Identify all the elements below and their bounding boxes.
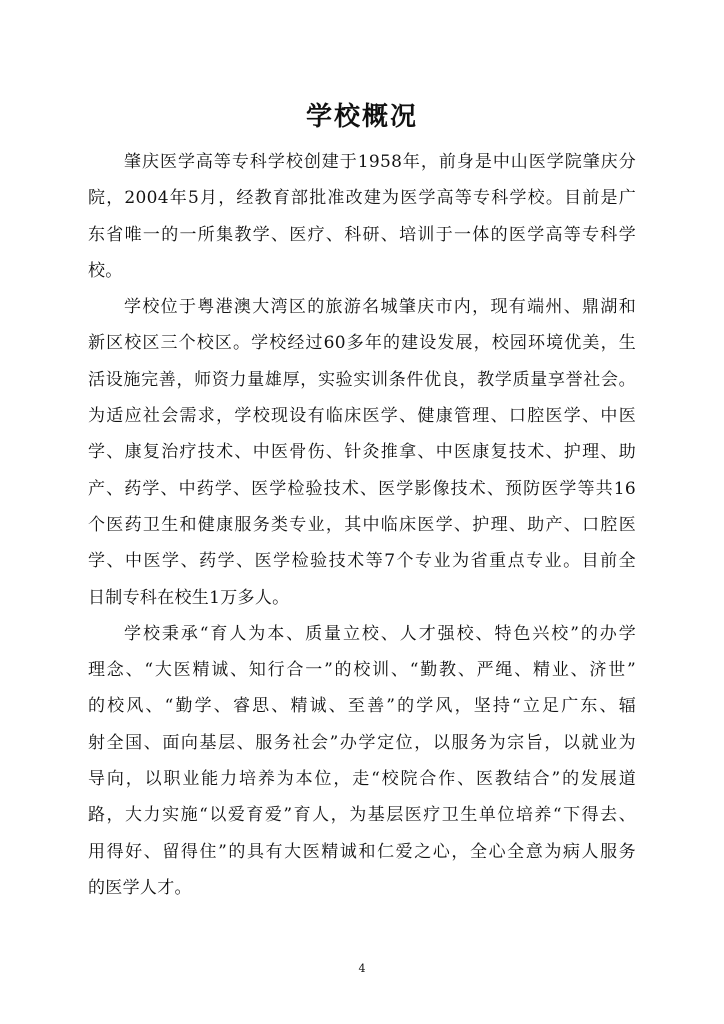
text-line: 个医药卫生和健康服务类专业，其中临床医学、护理、助产、口腔医	[88, 514, 636, 535]
text-line: 理念、“大医精诚、知行合一”的校训、“勤教、严绳、精业、济世”	[88, 660, 636, 681]
text-line: 用得好、留得住”的具有大医精诚和仁爱之心，全心全意为病人服务	[88, 841, 636, 862]
text-line: 射全国、面向基层、服务社会”办学定位，以服务为宗旨，以就业为	[88, 732, 636, 753]
text-line: 肇庆医学高等专科学校创建于1958年，前身是中山医学院肇庆分	[124, 152, 636, 172]
text-line: 为适应社会需求，学校现设有临床医学、健康管理、口腔医学、中医	[88, 406, 636, 427]
text-line: 学、中医学、药学、医学检验技术等7个专业为省重点专业。目前全	[88, 551, 636, 572]
text-line: 日制专科在校生1万多人。	[88, 587, 290, 608]
text-line: 学校秉承“育人为本、质量立校、人才强校、特色兴校”的办学	[124, 623, 636, 644]
text-line: 的校风、“勤学、睿思、精诚、至善”的学风，坚持“立足广东、辐	[88, 696, 636, 717]
paragraph	[88, 289, 636, 616]
paragraph	[88, 144, 636, 289]
text-line: 学校位于粤港澳大湾区的旅游名城肇庆市内，现有端州、鼎湖和	[124, 297, 636, 318]
page-number: 4	[358, 962, 366, 975]
text-line: 活设施完善，师资力量雄厚，实验实训条件优良，教学质量享誉社会。	[88, 369, 636, 390]
text-line: 的医学人才。	[88, 877, 192, 898]
text-line: 产、药学、中药学、医学检验技术、医学影像技术、预防医学等共16	[88, 478, 636, 499]
text-line: 院，2004年5月，经教育部批准改建为医学高等专科学校。目前是广	[88, 188, 636, 209]
text-line: 新区校区三个校区。学校经过60多年的建设发展，校园环境优美，生	[88, 333, 636, 354]
text-line: 学、康复治疗技术、中医骨伤、针灸推拿、中医康复技术、护理、助	[88, 442, 636, 463]
text-line: 导向，以职业能力培养为本位，走“校院合作、医教结合”的发展道	[88, 769, 636, 790]
page-title: 学校概况	[305, 102, 418, 132]
text-line: 东省唯一的一所集教学、医疗、科研、培训于一体的医学高等专科学	[88, 224, 636, 245]
body-text	[88, 144, 636, 906]
paragraph	[88, 616, 636, 906]
text-line: 校。	[88, 260, 123, 281]
text-line: 路，大力实施“以爱育爱”育人，为基层医疗卫生单位培养“下得去、	[88, 805, 636, 826]
